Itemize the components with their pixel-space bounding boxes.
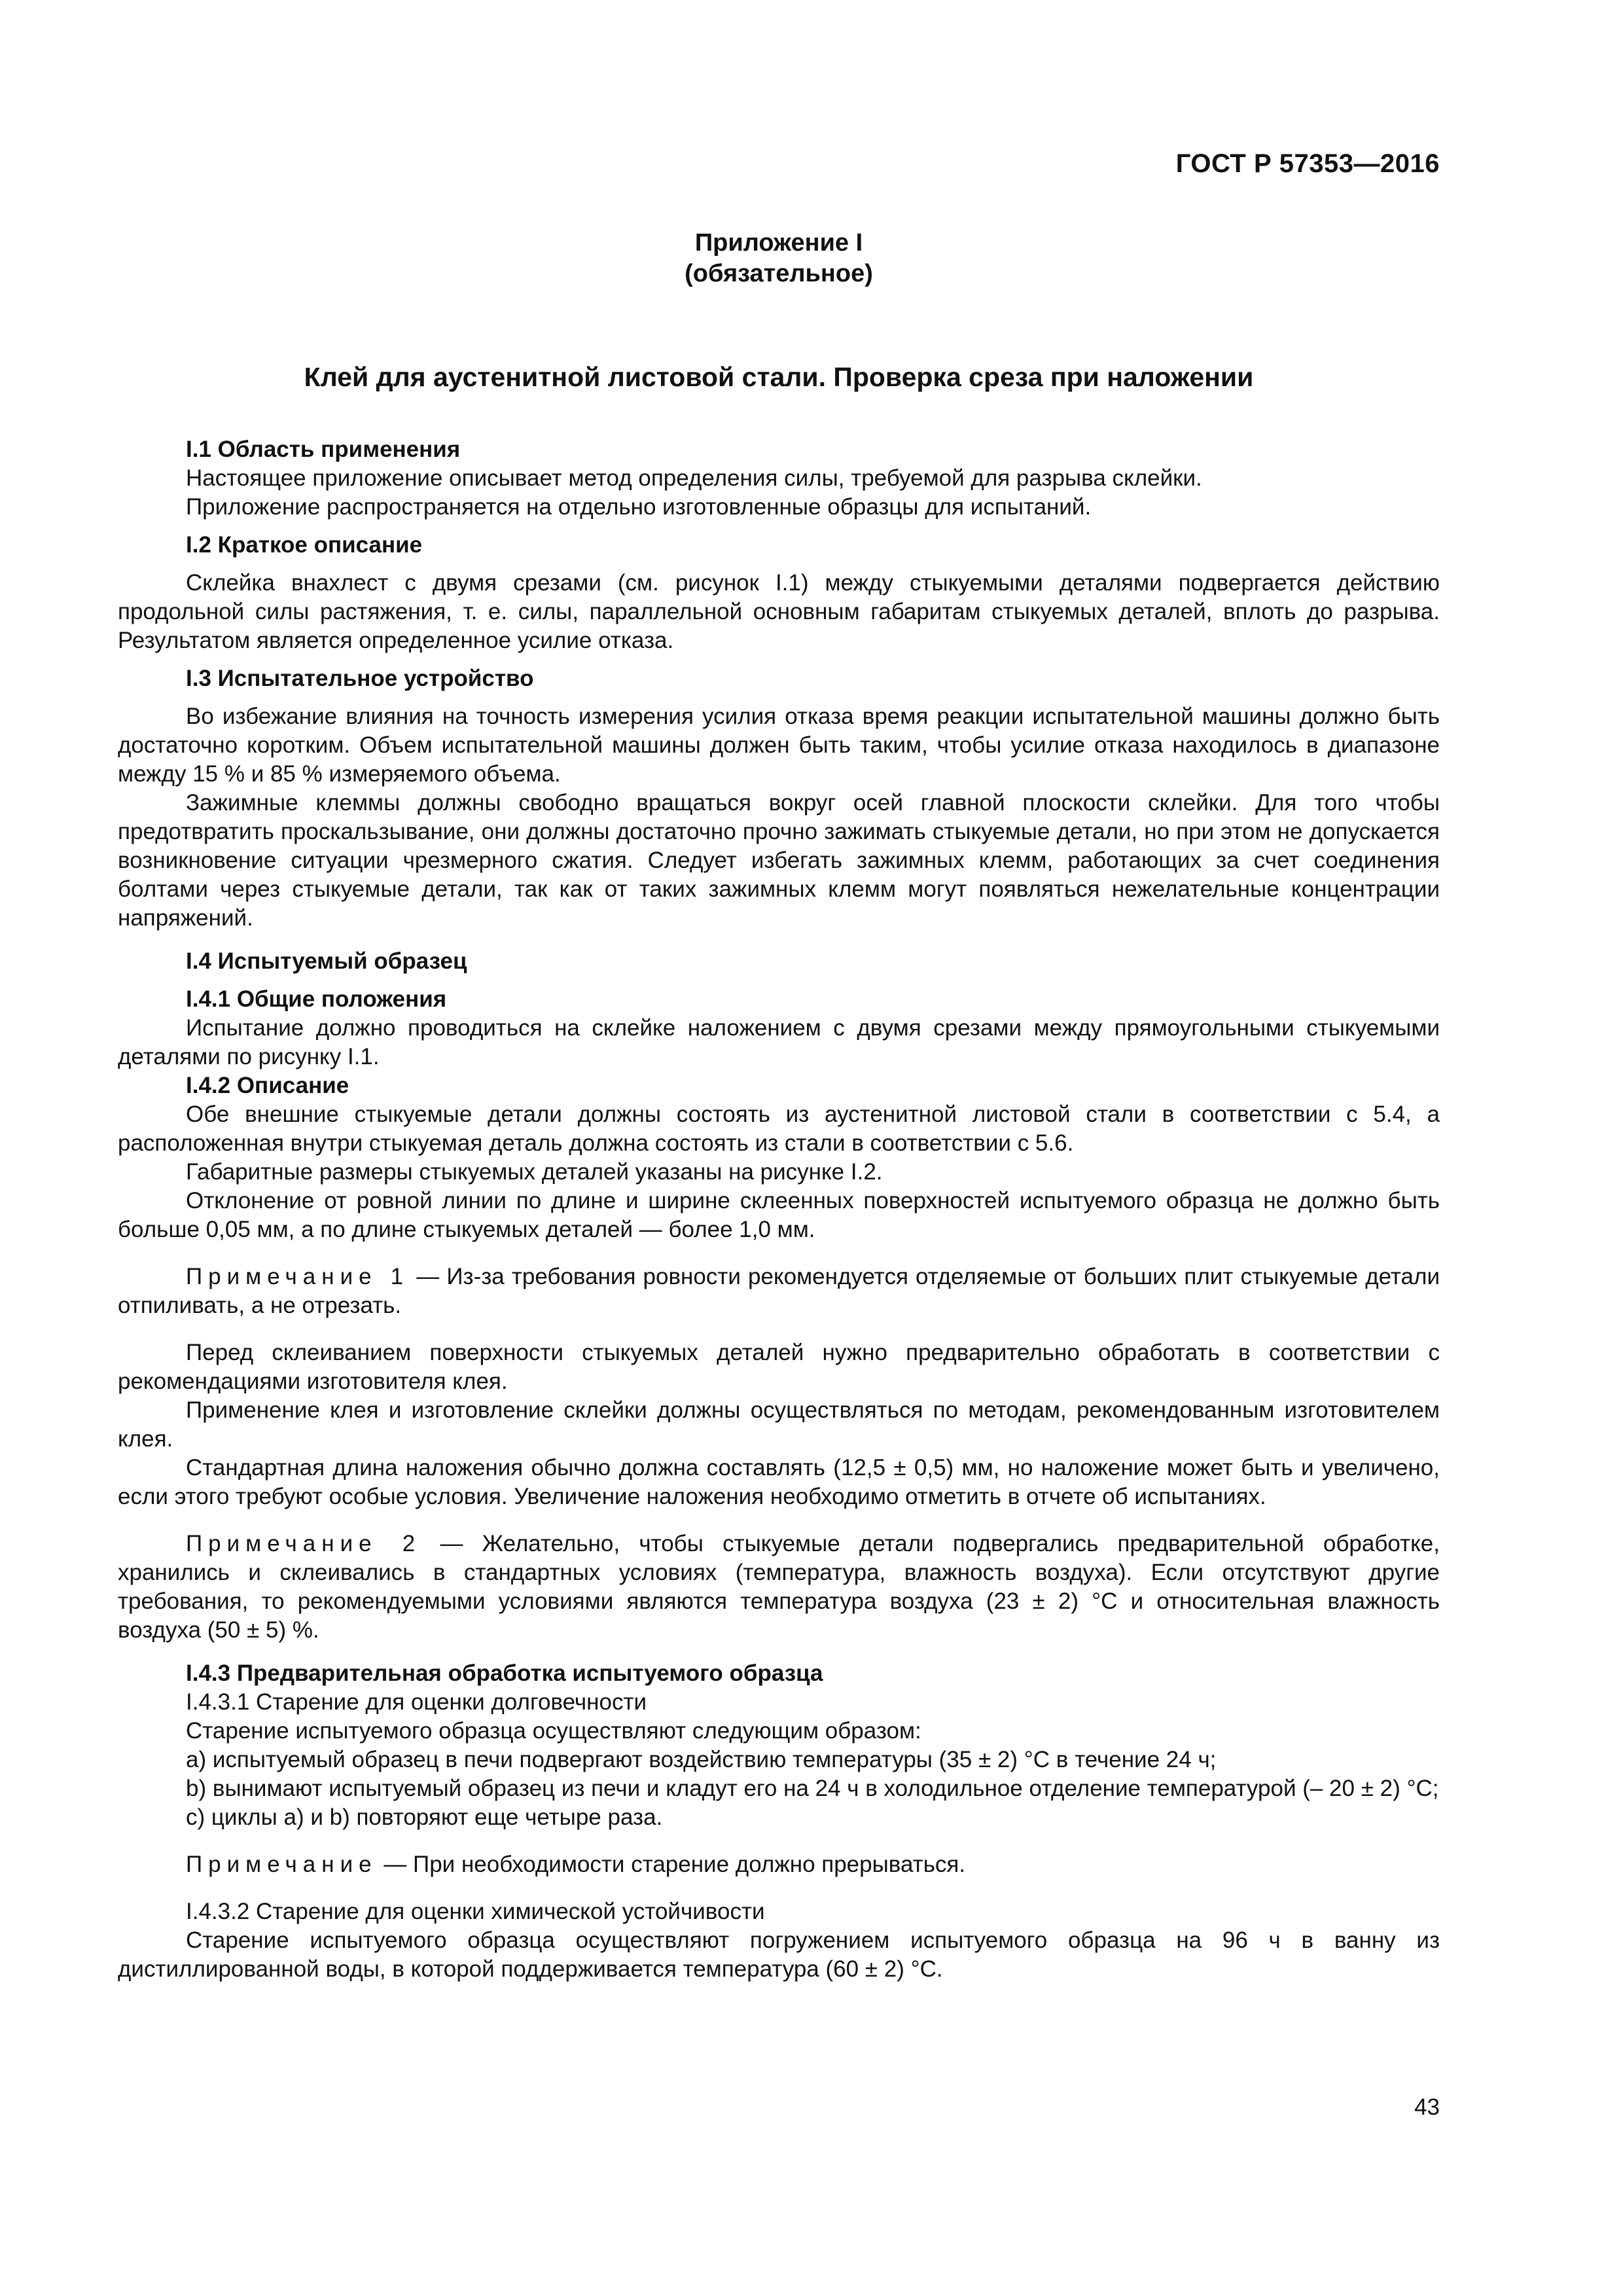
section-heading: I.3 Испытательное устройство xyxy=(186,666,534,691)
paragraph: Старение испытуемого образца осуществляют погружением испытуемого образца на 96 ч в ванну из дистиллированной воды, в которой поддерживается температура (60 ± 2) °С. xyxy=(118,1928,1440,1982)
note-text: — Из-за требования ровности рекомендуется отделяемые от больших плит стыкуемые детали отпиливать, а не отрезать. xyxy=(118,1264,1440,1318)
paragraph: Отклонение от ровной линии по длине и ширине склеенных поверхностей испытуемого образца не должно быть больше 0,05 мм, а по длине стыкуемых деталей — более 1,0 мм. xyxy=(118,1188,1440,1242)
list-item: a) испытуемый образец в печи подвергают воздействию температуры (35 ± 2) °С в течение 24 ч; xyxy=(186,1747,1217,1772)
document-body xyxy=(118,435,1440,1984)
paragraph: Зажимные клеммы должны свободно вращаться вокруг осей главной плоскости склейки. Для того чтобы предотвратить проскальзывание, они должны достаточно прочно зажимать стыкуемые детали, но при этом не допускается возникновение ситуации чрезмерного сжатия. Следует избегать зажимных клемм, работающих за счет соединения болтами через стыкуемые детали, так как от таких зажимных клемм могут появляться нежелательные концентрации напряжений. xyxy=(118,790,1440,931)
section-heading: I.1 Область применения xyxy=(186,437,461,462)
clause-heading: I.4.3.1 Старение для оценки долговечности xyxy=(186,1689,647,1715)
note-label: Примечание 2 xyxy=(186,1531,421,1556)
paragraph: Склейка внахлест с двумя срезами (см. рисунок I.1) между стыкуемыми деталями подвергается действию продольной силы растяжения, т. е. силы, параллельной основным габаритам стыкуемых деталей, вплоть до разрыва. Результатом является определенное усилие отказа. xyxy=(118,570,1440,653)
subsection-heading: I.4.1 Общие положения xyxy=(186,986,447,1012)
subsection-heading: I.4.2 Описание xyxy=(186,1073,349,1098)
note xyxy=(118,1263,1440,1320)
paragraph: Применение клея и изготовление склейки должны осуществляться по методам, рекомендованным изготовителем клея. xyxy=(118,1397,1440,1452)
note-label: Примечание xyxy=(186,1852,378,1877)
document-title: Клей для аустенитной листовой стали. Проверка среза при наложении xyxy=(304,362,1254,392)
annex-heading xyxy=(118,228,1440,289)
page-number: 43 xyxy=(1414,2094,1440,2120)
list-item: b) вынимают испытуемый образец из печи и кладут его на 24 ч в холодильное отделение температурой (– 20 ± 2) °С; xyxy=(186,1776,1439,1801)
paragraph: Обе внешние стыкуемые детали должны состоять из аустенитной листовой стали в соответствии с 5.4, а расположенная внутри стыкуемая деталь должна состоять из стали в соответствии с 5.6. xyxy=(118,1102,1440,1156)
note xyxy=(118,1530,1440,1645)
annex-status: (обязательное) xyxy=(685,260,873,287)
note xyxy=(118,1850,1440,1879)
note-text: — При необходимости старение должно прерываться. xyxy=(377,1852,966,1877)
annex-title: Приложение I xyxy=(694,229,863,257)
standard-code: ГОСТ Р 57353—2016 xyxy=(1175,149,1440,178)
clause-heading: I.4.3.2 Старение для оценки химической устойчивости xyxy=(186,1899,765,1924)
paragraph: Испытание должно проводиться на склейке наложением с двумя срезами между прямоугольными стыкуемыми деталями по рисунку I.1. xyxy=(118,1015,1440,1069)
paragraph: Габаритные размеры стыкуемых деталей указаны на рисунке I.2. xyxy=(186,1159,883,1185)
document-page xyxy=(118,0,1440,2296)
paragraph: Настоящее приложение описывает метод определения силы, требуемой для разрыва склейки. xyxy=(186,465,1202,491)
note-text: — Желательно, чтобы стыкуемые детали подвергались предварительной обработке, хранились и склеивались в стандартных условиях (температура, влажность воздуха). Если отсутствуют другие требования, то рекомендуемыми условиями являются температура воздуха (23 ± 2) °С и относительная влажность воздуха (50 ± 5) %. xyxy=(118,1531,1440,1643)
paragraph: Стандартная длина наложения обычно должна составлять (12,5 ± 0,5) мм, но наложение может быть и увеличено, если этого требуют особые условия. Увеличение наложения необходимо отметить в отчете об испытаниях. xyxy=(118,1455,1440,1509)
list-item: c) циклы a) и b) повторяют еще четыре раза. xyxy=(186,1804,663,1830)
section-heading: I.2 Краткое описание xyxy=(186,532,423,558)
subsection-heading: I.4.3 Предварительная обработка испытуемого образца xyxy=(186,1660,823,1686)
note-label: Примечание 1 xyxy=(186,1264,410,1289)
section-heading: I.4 Испытуемый образец xyxy=(186,948,467,974)
paragraph: Перед склеиванием поверхности стыкуемых деталей нужно предварительно обработать в соответствии с рекомендациями изготовителя клея. xyxy=(118,1340,1440,1394)
paragraph: Приложение распространяется на отдельно изготовленные образцы для испытаний. xyxy=(186,494,1092,520)
paragraph: Старение испытуемого образца осуществляют следующим образом: xyxy=(186,1718,921,1744)
paragraph: Во избежание влияния на точность измерения усилия отказа время реакции испытательной машины должно быть достаточно коротким. Объем испытательной машины должен быть таким, чтобы усилие отказа находилось в диапазоне между 15 % и 85 % измеряемого объема. xyxy=(118,704,1440,787)
